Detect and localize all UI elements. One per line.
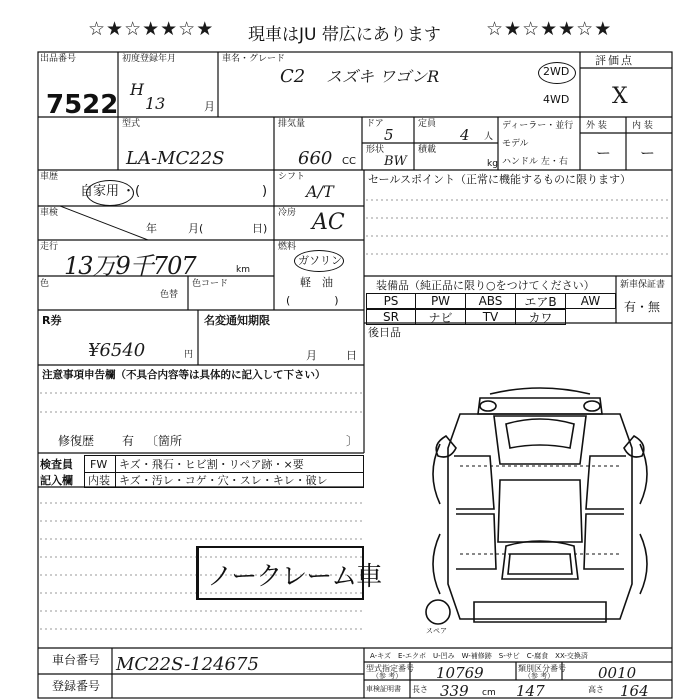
no-claim-text: ノークレーム車 bbox=[207, 562, 382, 592]
chassis-label: 車台番号 bbox=[52, 653, 101, 667]
class-no-value: 0010 bbox=[598, 664, 637, 682]
car-grade: C2 bbox=[280, 66, 306, 87]
shape-value: BW bbox=[384, 154, 407, 169]
no-claim-stamp bbox=[196, 546, 382, 600]
equipment-label: 装備品（純正品に限り○をつけてください） bbox=[376, 279, 595, 292]
displacement-unit: CC bbox=[342, 156, 356, 167]
equipment-item-row2-0: SR bbox=[366, 309, 416, 325]
repair-label: 修復歴 bbox=[58, 434, 95, 448]
mileage-label: 走行 bbox=[40, 242, 59, 252]
car-name-label: 車名・グレード bbox=[222, 54, 286, 64]
drive-2wd: 2WD bbox=[543, 65, 570, 78]
equipment-item-row1-3: エアB bbox=[516, 293, 566, 309]
width-value: 147 bbox=[516, 682, 545, 700]
inspector-row-1: キズ・飛石・ヒビ割・リペア跡・×要 bbox=[119, 458, 304, 471]
damage-legend: A-キズ E-エクボ U-凹み W-補修跡 S-サビ C-腐食 XX-交換済 bbox=[370, 652, 588, 660]
repair-location: 〔箇所 bbox=[146, 434, 183, 448]
evaluation-label: 評価点 bbox=[595, 54, 634, 67]
equipment-item-row2-1: ナビ bbox=[416, 309, 466, 325]
fuel-gasoline: ガソリン bbox=[298, 254, 342, 267]
fuel-paren: ( ) bbox=[286, 294, 339, 307]
inspection-year: 年 bbox=[146, 222, 157, 235]
warranty-label: 新車保証書 bbox=[620, 280, 666, 290]
name-change-label: 名変通知期限 bbox=[204, 314, 270, 327]
chassis-value: MC22S-124675 bbox=[116, 654, 259, 675]
history-close: ) bbox=[262, 184, 268, 199]
equipment-item-row2-2: TV bbox=[466, 309, 516, 325]
spare-label: スペア bbox=[426, 627, 447, 635]
interior-value: ー bbox=[640, 144, 656, 162]
inspection-strike bbox=[60, 206, 150, 240]
exterior-value: ー bbox=[596, 144, 612, 162]
first-reg-month-unit: 月 bbox=[204, 100, 215, 113]
displacement-value: 660 bbox=[298, 148, 333, 169]
first-reg-era: H bbox=[130, 80, 144, 99]
inspection-month: 月( bbox=[188, 222, 204, 235]
fuel-label: 燃料 bbox=[278, 242, 297, 252]
first-reg-year: 13 bbox=[145, 94, 166, 113]
spec-no-value: 10769 bbox=[436, 664, 484, 682]
dims-label: 車検証明書 bbox=[366, 685, 401, 693]
inspector-label-2: 記入欄 bbox=[40, 474, 73, 487]
recycle-value: ¥6540 bbox=[88, 340, 146, 361]
warranty-value: 有・無 bbox=[624, 300, 661, 314]
inspector-naisou: 内装 bbox=[88, 474, 110, 487]
mileage-unit: km bbox=[236, 265, 250, 275]
right-stars: ☆★☆★★☆★ bbox=[486, 18, 613, 40]
capacity-value: 4 bbox=[460, 126, 470, 144]
length-label: 長さ bbox=[412, 685, 428, 694]
equipment-item-row1-2: ABS bbox=[466, 293, 516, 309]
shape-label: 形状 bbox=[366, 145, 385, 155]
load-unit: kg bbox=[487, 159, 498, 169]
class-no-sub: （参 考） bbox=[524, 672, 555, 680]
height-label: 高さ bbox=[588, 685, 604, 694]
class-no-label: 類別区分番号 bbox=[518, 664, 566, 673]
capacity-label: 定員 bbox=[418, 119, 437, 129]
doors-value: 5 bbox=[384, 126, 394, 144]
equipment-item-row1-1: PW bbox=[416, 293, 466, 309]
name-change-day: 日 bbox=[346, 349, 357, 362]
height-value: 164 bbox=[620, 682, 649, 700]
inspection-label: 車検 bbox=[40, 208, 59, 218]
location-notice: 現車はJU 帯広にあります bbox=[248, 25, 441, 45]
spec-no-label: 型式指定番号 bbox=[366, 664, 414, 673]
sales-point-label: セールスポイント（正常に機能するものに限ります） bbox=[368, 173, 632, 186]
repair-has: 有 bbox=[122, 434, 135, 448]
recycle-label: R券 bbox=[42, 314, 62, 327]
inspector-fw: FW bbox=[90, 458, 108, 471]
aircon-label: 冷房 bbox=[278, 208, 297, 218]
dealer-label: ディーラー・並行 bbox=[502, 121, 574, 131]
left-stars: ☆★☆★★☆★ bbox=[88, 18, 215, 40]
name-change-month: 月 bbox=[306, 349, 317, 362]
history-label: 車歴 bbox=[40, 172, 59, 182]
model-type-label: 型式 bbox=[122, 119, 141, 129]
lot-number: 7522 bbox=[46, 90, 119, 120]
length-value: 339 bbox=[440, 682, 469, 700]
lot-label: 出品番号 bbox=[40, 54, 77, 64]
evaluation-value: X bbox=[612, 84, 628, 109]
shift-value: A/T bbox=[306, 182, 334, 201]
displacement-label: 排気量 bbox=[278, 119, 306, 129]
spec-no-sub: （参 考） bbox=[372, 672, 403, 680]
drive-4wd: 4WD bbox=[543, 93, 570, 106]
registration-label: 登録番号 bbox=[52, 679, 101, 693]
retro-label: 後日品 bbox=[368, 326, 401, 339]
length-unit: cm bbox=[482, 688, 496, 698]
model-label: モデル bbox=[502, 139, 529, 149]
inspector-row-2: キズ・汚レ・コゲ・穴・スレ・キレ・破レ bbox=[119, 474, 328, 487]
history-suffix: ・( bbox=[122, 184, 141, 199]
first-reg-label: 初度登録年月 bbox=[122, 54, 177, 64]
interior-label: 内 装 bbox=[632, 121, 653, 131]
handle-label: ハンドル 左・右 bbox=[502, 157, 568, 167]
shift-label: シフト bbox=[278, 172, 306, 182]
repair-close: 〕 bbox=[346, 434, 359, 448]
recycle-unit: 円 bbox=[184, 350, 194, 360]
equipment-item-row1-4: AW bbox=[566, 293, 616, 309]
inspection-day: 日) bbox=[252, 222, 268, 235]
equipment-item-row2-3: カワ bbox=[516, 309, 566, 325]
fuel-light-oil: 軽 油 bbox=[300, 276, 333, 289]
inspector-table bbox=[84, 455, 364, 488]
notes-label: 注意事項申告欄（不具合内容等は具体的に記入して下さい） bbox=[42, 369, 326, 381]
doors-label: ドア bbox=[366, 119, 384, 129]
capacity-unit: 人 bbox=[484, 132, 494, 142]
history-value: 自家用 bbox=[80, 184, 120, 199]
aircon-value: AC bbox=[312, 210, 345, 235]
model-type-value: LA-MC22S bbox=[126, 148, 225, 169]
mileage-value: 13万9千707 bbox=[64, 252, 196, 280]
color-replace-label: 色替 bbox=[160, 290, 179, 300]
load-label: 積載 bbox=[418, 145, 437, 155]
equipment-item-row1-0: PS bbox=[366, 293, 416, 309]
inspector-label-1: 検査員 bbox=[40, 458, 73, 471]
color-code-label: 色コード bbox=[192, 279, 229, 289]
exterior-label: 外 装 bbox=[586, 121, 607, 131]
color-label: 色 bbox=[40, 279, 50, 289]
car-damage-diagram bbox=[420, 384, 660, 634]
car-name: スズキ ワゴンR bbox=[326, 67, 440, 86]
